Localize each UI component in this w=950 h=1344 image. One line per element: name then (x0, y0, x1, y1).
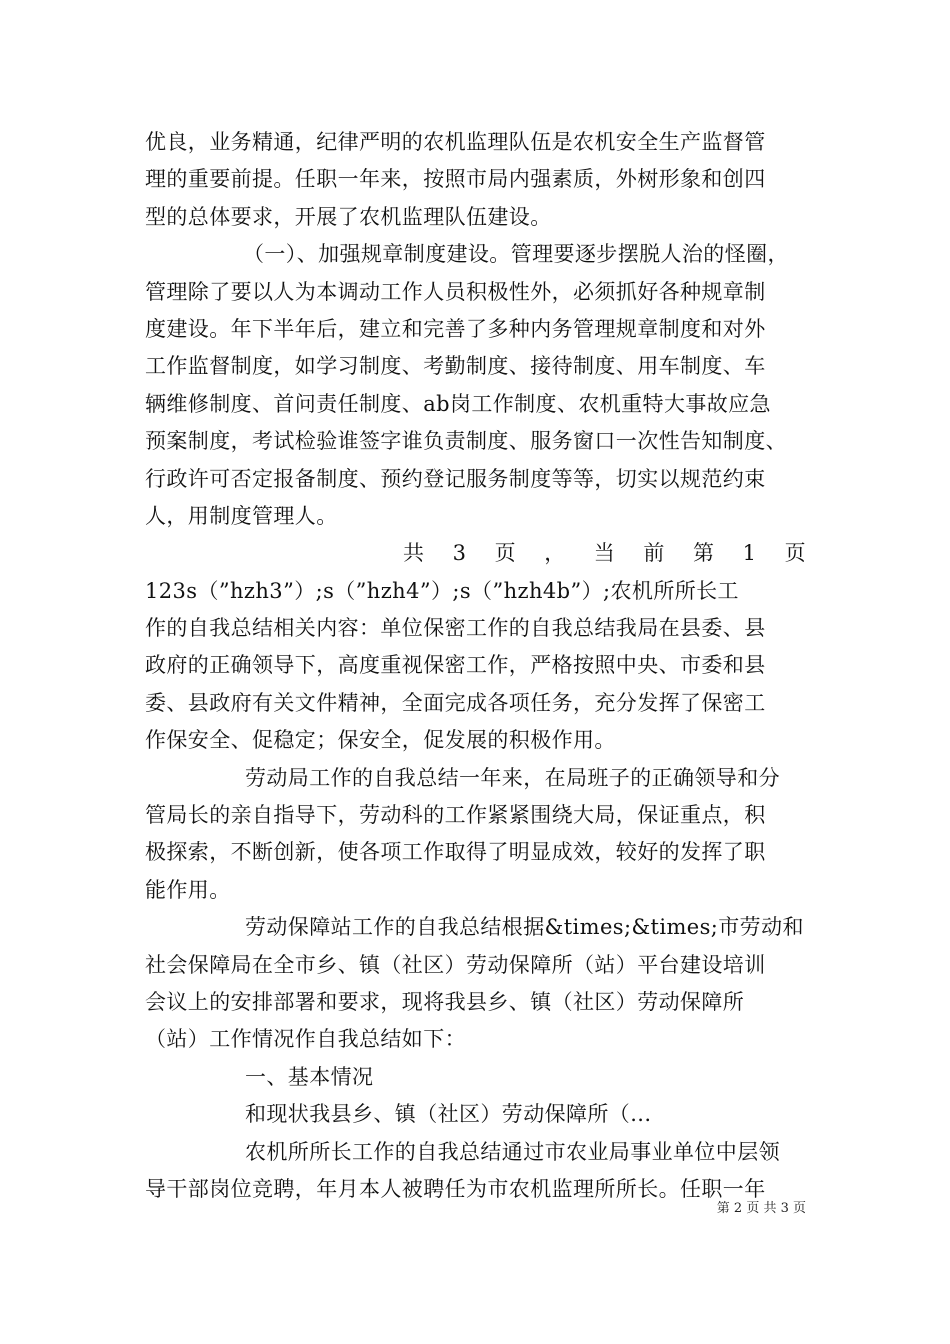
page-counter-char: 1 (742, 541, 757, 566)
text-line: 辆维修制度、首问责任制度、ab岗工作制度、农机重特大事故应急 (145, 391, 771, 416)
text-line: （站）工作情况作自我总结如下： (145, 1027, 466, 1052)
text-line: 和现状我县乡、镇（社区）劳动保障所（... (245, 1102, 652, 1127)
text-line: 劳动保障站工作的自我总结根据&times;&times;市劳动和 (245, 915, 804, 940)
text-line: 作保安全、促稳定；保安全，促发展的积极作用。 (145, 728, 616, 753)
text-line: 度建设。年下半年后，建立和完善了多种内务管理规章制度和对外 (145, 316, 766, 341)
text-line: 行政许可否定报备制度、预约登记服务制度等等，切实以规范约束 (145, 466, 766, 491)
page-counter-char: 共 (403, 541, 425, 566)
page-counter-char: ， (544, 541, 566, 566)
text-line: 型的总体要求，开展了农机监理队伍建设。 (145, 204, 552, 229)
text-line: 极探索，不断创新，使各项工作取得了明显成效，较好的发挥了职 (145, 840, 766, 865)
text-line: 作的自我总结相关内容：单位保密工作的自我总结我局在县委、县 (145, 616, 766, 641)
text-line: 委、县政府有关文件精神，全面完成各项任务，充分发挥了保密工 (145, 690, 766, 715)
text-line: 劳动局工作的自我总结一年来，在局班子的正确领导和分 (245, 765, 780, 790)
page-counter-char: 第 (693, 541, 715, 566)
text-line: 预案制度，考试检验谁签字谁负责制度、服务窗口一次性告知制度、 (145, 429, 787, 454)
page-counter-text (145, 535, 810, 572)
page-counter-char: 页 (784, 541, 806, 566)
text-line: 导干部岗位竞聘，年月本人被聘任为市农机监理所所长。任职一年 (145, 1176, 766, 1201)
text-line: 社会保障局在全市乡、镇（社区）劳动保障所（站）平台建设培训 (145, 952, 766, 977)
text-line: 一、基本情况 (245, 1064, 374, 1089)
text-line: 政府的正确领导下，高度重视保密工作，严格按照中央、市委和县 (145, 653, 766, 678)
page-counter-char: 前 (643, 541, 665, 566)
text-line: 工作监督制度，如学习制度、考勤制度、接待制度、用车制度、车 (145, 354, 766, 379)
text-line: 管局长的亲自指导下，劳动科的工作紧紧围绕大局，保证重点，积 (145, 803, 766, 828)
text-line: 农机所所长工作的自我总结通过市农业局事业单位中层领 (245, 1139, 780, 1164)
text-line: 优良，业务精通，纪律严明的农机监理队伍是农机安全生产监督管 (145, 130, 766, 154)
page-footer: 第 2 页 共 3 页 (716, 1201, 806, 1216)
text-line: 会议上的安排部署和要求，现将我县乡、镇（社区）劳动保障所 (145, 989, 745, 1014)
document-body (145, 124, 810, 1208)
page-counter-char: 页 (494, 541, 516, 566)
text-line: （一）、加强规章制度建设。管理要逐步摆脱人治的怪圈， (243, 242, 789, 267)
page-counter-char: 3 (452, 541, 467, 566)
page-counter-char: 当 (593, 541, 616, 566)
text-line: 能作用。 (145, 877, 231, 902)
text-line: 理的重要前提。任职一年来，按照市局内强素质，外树形象和创四 (145, 167, 766, 192)
text-line: 123s（”hzh3”）;s（”hzh4”）;s（”hzh4b”）;农机所所长工 (145, 578, 739, 603)
text-line: 人，用制度管理人。 (145, 503, 338, 528)
text-line: 管理除了要以人为本调动工作人员积极性外，必须抓好各种规章制 (145, 279, 766, 304)
